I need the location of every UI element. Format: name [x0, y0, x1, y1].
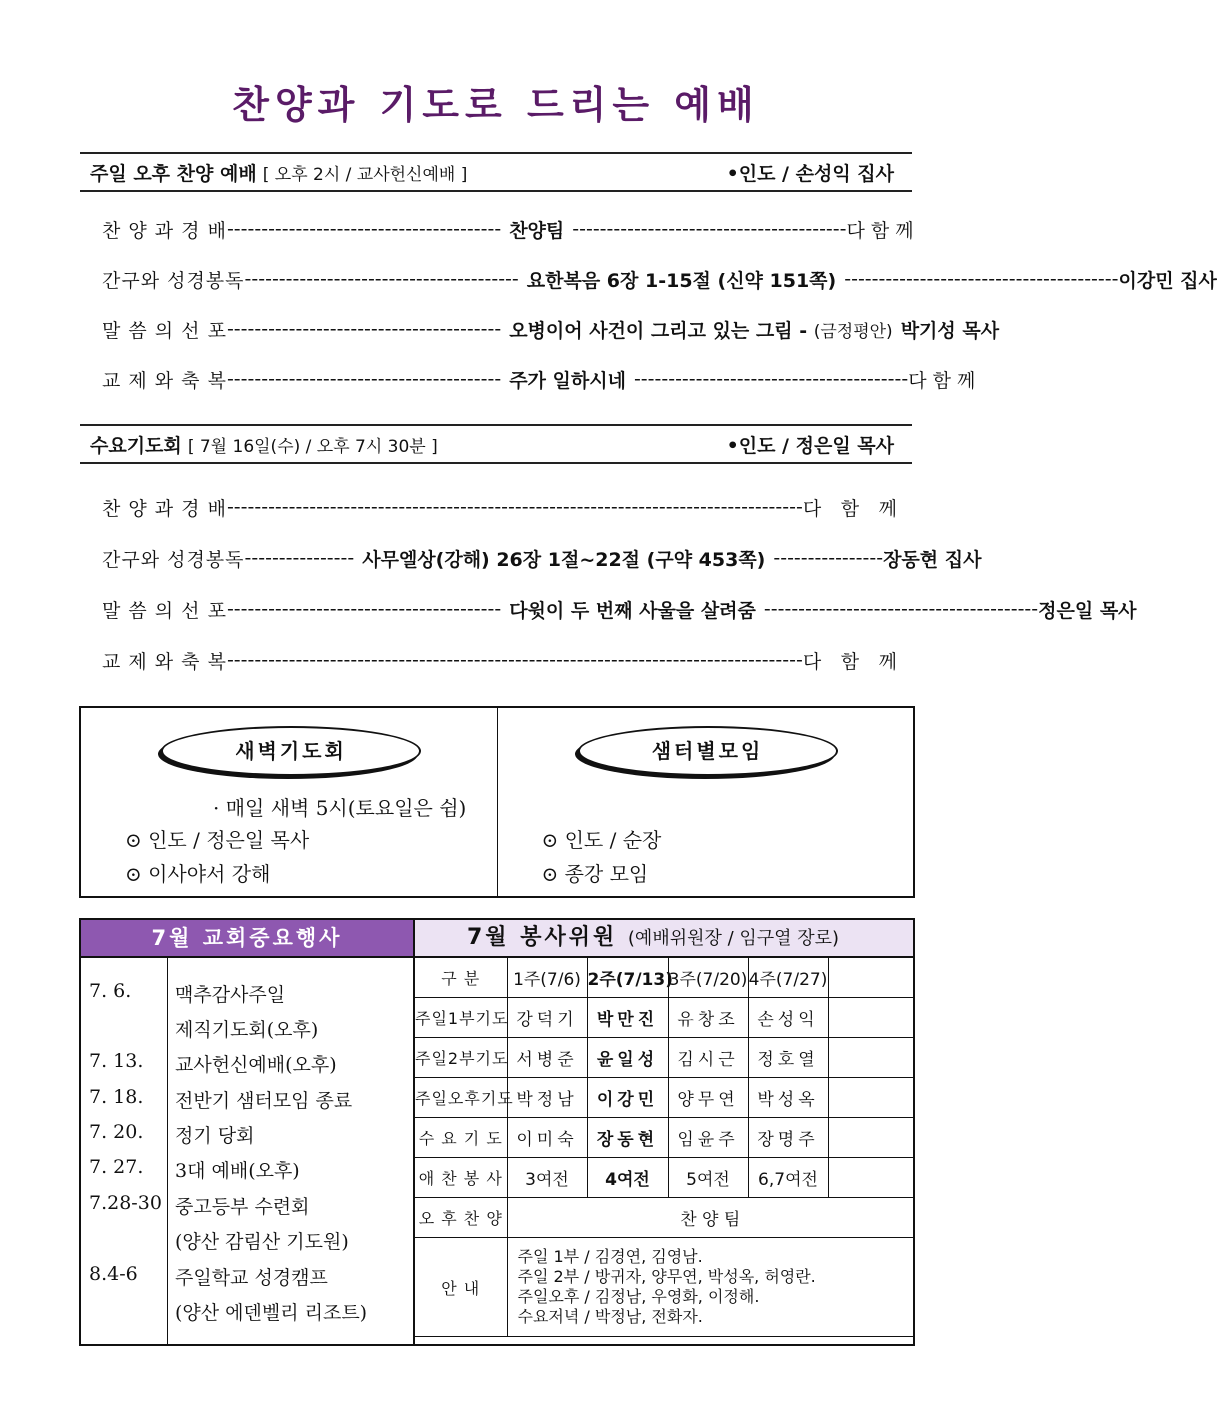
- table-cell: 윤일성: [587, 1038, 668, 1078]
- row-category: 수 요 기 도: [415, 1118, 507, 1158]
- event-text: 전반기 샘터모임 종료: [175, 1090, 353, 1112]
- usher-line: 수요저녁 / 박정남, 전화자.: [517, 1307, 703, 1326]
- row-category: 주일1부기도: [415, 998, 507, 1038]
- event-text: 정기 당회: [175, 1125, 255, 1147]
- event-date: 8.4-6: [89, 1263, 138, 1285]
- event-text: 제직기도회(오후): [175, 1019, 319, 1041]
- table-cell: 장동현: [587, 1118, 668, 1158]
- order-item: 요한복음 6장 1-15절 (신약 151쪽): [526, 269, 837, 292]
- dash-leader: ----------------------------------------: [244, 268, 519, 290]
- order-item: 다윗이 두 번째 사울을 살려줌: [509, 599, 756, 622]
- order-label: 찬 양 과 경 배: [102, 497, 227, 520]
- afternoon-choir-cell: 찬 양 팀: [507, 1198, 913, 1238]
- wednesday-service-name: 수요기도회: [90, 434, 182, 457]
- sunday-order-row: [102, 314, 1000, 344]
- meetings-box: [79, 706, 915, 898]
- order-label: 교 제 와 축 복: [102, 650, 227, 673]
- table-cell: 4여전: [587, 1158, 668, 1198]
- wednesday-order-row: [102, 543, 982, 573]
- duty-panel: [415, 920, 913, 1344]
- sunday-order-row: [102, 264, 1217, 294]
- wednesday-order-row: [102, 594, 1137, 624]
- wednesday-service-leader: •인도 / 정은일 목사: [726, 434, 894, 457]
- event-text: 3대 예배(오후): [175, 1160, 300, 1182]
- order-label: 말 씀 의 선 포: [102, 319, 227, 342]
- dash-leader: ----------------------------------------: [633, 368, 909, 390]
- sunday-service-detail: [ 오후 2시 / 교사헌신예배 ]: [262, 164, 468, 185]
- order-person: 장동현 집사: [883, 548, 982, 571]
- wednesday-service-detail: [ 7월 16일(수) / 오후 7시 30분 ]: [187, 436, 438, 457]
- dawn-prayer-time: · 매일 새벽 5시(토요일은 쉼): [213, 796, 467, 820]
- event-date: 7. 13.: [89, 1050, 144, 1072]
- order-item: 주가 일하시네: [509, 369, 626, 392]
- dash-leader: ------------------------------------------------------------------------------------: [226, 496, 803, 518]
- event-text: 주일학교 성경캠프: [175, 1267, 328, 1289]
- dash-leader: ------------------------------------------------------------------------------------: [226, 649, 803, 671]
- table-cell: 서병준: [507, 1038, 587, 1078]
- sunday-service-header: [80, 152, 912, 192]
- order-person: 다 함 께: [908, 369, 976, 392]
- events-title: 7월 교회중요행사: [81, 920, 413, 958]
- column-header: [828, 958, 913, 998]
- duty-title: 7월 봉사위원: [467, 925, 618, 950]
- row-category: 오 후 찬 양: [415, 1198, 507, 1238]
- table-row: [415, 1038, 913, 1078]
- order-person: 이강민 집사: [1118, 269, 1217, 292]
- table-cell: [828, 1078, 913, 1118]
- table-row: [415, 958, 913, 998]
- order-item: 사무엘상(강해) 26장 1절~22절 (구약 453쪽): [362, 548, 766, 571]
- column-header: 구 분: [415, 958, 507, 998]
- events-panel: [81, 920, 415, 1344]
- order-person: 정은일 목사: [1038, 599, 1137, 622]
- dash-leader: ----------------: [773, 547, 884, 569]
- order-person: 다 함 께: [846, 219, 914, 242]
- duty-subtitle: (예배위원장 / 임구열 장로): [627, 928, 840, 949]
- duty-header: [415, 920, 913, 958]
- order-label: 간구와 성경봉독: [102, 548, 245, 571]
- group-meeting-panel: [497, 708, 914, 896]
- dash-leader: ----------------------------------------: [572, 218, 847, 240]
- table-cell: 강덕기: [507, 998, 587, 1038]
- event-text: (양산 감림산 기도원): [175, 1231, 349, 1253]
- table-row: [415, 1238, 913, 1337]
- table-cell: 3여전: [507, 1158, 587, 1198]
- order-label: 교 제 와 축 복: [102, 369, 227, 392]
- row-category: 주일오후기도: [415, 1078, 507, 1118]
- wednesday-order-row: [102, 492, 897, 522]
- dash-leader: ----------------: [244, 547, 355, 569]
- event-text: (양산 에덴벨리 리조트): [175, 1302, 368, 1324]
- table-cell: 김시근: [668, 1038, 748, 1078]
- dash-leader: ----------------------------------------: [844, 268, 1119, 290]
- table-cell: [828, 998, 913, 1038]
- table-cell: 양무연: [668, 1078, 748, 1118]
- dash-leader: ----------------------------------------: [226, 218, 502, 240]
- order-item: 찬양팀: [509, 219, 565, 242]
- sermon-title: 오병이어 사건이 그리고 있는 그림 -: [509, 319, 808, 342]
- dawn-prayer-series: ⊙ 이사야서 강해: [125, 862, 271, 886]
- dash-leader: ----------------------------------------: [226, 598, 502, 620]
- event-date: 7.28-30: [89, 1192, 162, 1214]
- usher-line: 주일오후 / 김정남, 우영화, 이정해.: [517, 1287, 760, 1306]
- dawn-prayer-title: 새벽기도회: [161, 726, 421, 776]
- table-row: [415, 1158, 913, 1198]
- table-cell: 6,7여전: [748, 1158, 828, 1198]
- dawn-prayer-panel: [81, 708, 497, 896]
- table-cell: 5여전: [668, 1158, 748, 1198]
- wednesday-service-header: [80, 424, 912, 464]
- sunday-service-leader: •인도 / 손성익 집사: [726, 162, 894, 185]
- dash-leader: ----------------------------------------: [226, 318, 502, 340]
- table-cell: [828, 1038, 913, 1078]
- group-meeting-note: ⊙ 종강 모임: [541, 862, 649, 886]
- wednesday-order-row: [102, 645, 897, 675]
- table-cell: 임윤주: [668, 1118, 748, 1158]
- table-row: [415, 1198, 913, 1238]
- usher-line: 주일 2부 / 방귀자, 양무연, 박성옥, 허영란.: [517, 1267, 816, 1286]
- order-person: 다 함 께: [802, 497, 897, 520]
- order-label: 간구와 성경봉독: [102, 269, 245, 292]
- bottom-section: [79, 918, 915, 1346]
- order-person: 다 함 께: [802, 650, 897, 673]
- usher-guide-cell: [507, 1238, 913, 1337]
- table-cell: [828, 1118, 913, 1158]
- column-header: 4주(7/27): [748, 958, 828, 998]
- page-title: 찬양과 기도로 드리는 예배: [232, 83, 760, 127]
- event-date: 7. 18.: [89, 1086, 144, 1108]
- order-person: 박기성 목사: [900, 319, 1000, 342]
- table-row: [415, 1078, 913, 1118]
- row-category: 애 찬 봉 사: [415, 1158, 507, 1198]
- table-cell: 손성익: [748, 998, 828, 1038]
- dawn-prayer-leader: ⊙ 인도 / 정은일 목사: [125, 828, 310, 852]
- sunday-order-row: [102, 214, 914, 244]
- column-header: 3주(7/20): [668, 958, 748, 998]
- order-label: 말 씀 의 선 포: [102, 599, 227, 622]
- table-cell: 박정남: [507, 1078, 587, 1118]
- event-text: 교사헌신예배(오후): [175, 1054, 337, 1076]
- sunday-service-name: 주일 오후 찬양 예배: [90, 162, 257, 185]
- table-cell: 박성옥: [748, 1078, 828, 1118]
- row-category: 주일2부기도: [415, 1038, 507, 1078]
- table-cell: 박만진: [587, 998, 668, 1038]
- event-text: 맥추감사주일: [175, 984, 286, 1006]
- row-category: 안 내: [415, 1238, 507, 1337]
- table-cell: 유창조: [668, 998, 748, 1038]
- dash-leader: ----------------------------------------: [226, 368, 502, 390]
- sermon-note: (금정평안): [813, 321, 893, 342]
- table-cell: [828, 1158, 913, 1198]
- column-header: 1주(7/6): [507, 958, 587, 998]
- sunday-order-row: [102, 364, 976, 394]
- table-cell: 장명주: [748, 1118, 828, 1158]
- order-item: [501, 316, 901, 343]
- event-date: 7. 20.: [89, 1121, 144, 1143]
- event-text: 중고등부 수련회: [175, 1196, 310, 1218]
- table-cell: 이강민: [587, 1078, 668, 1118]
- dash-leader: ----------------------------------------: [763, 598, 1039, 620]
- event-date: 7. 27.: [89, 1156, 144, 1178]
- event-date: 7. 6.: [89, 980, 132, 1002]
- usher-line: 주일 1부 / 김경연, 김영남.: [517, 1247, 703, 1266]
- table-row: [415, 1118, 913, 1158]
- table-cell: 정호열: [748, 1038, 828, 1078]
- duty-table: [415, 958, 913, 1337]
- table-row: [415, 998, 913, 1038]
- events-divider: [167, 958, 168, 1344]
- order-label: 찬 양 과 경 배: [102, 219, 227, 242]
- column-header: 2주(7/13): [587, 958, 668, 998]
- group-meeting-leader: ⊙ 인도 / 순장: [541, 828, 662, 852]
- group-meeting-title: 샘터별모임: [578, 726, 838, 776]
- table-cell: 이미숙: [507, 1118, 587, 1158]
